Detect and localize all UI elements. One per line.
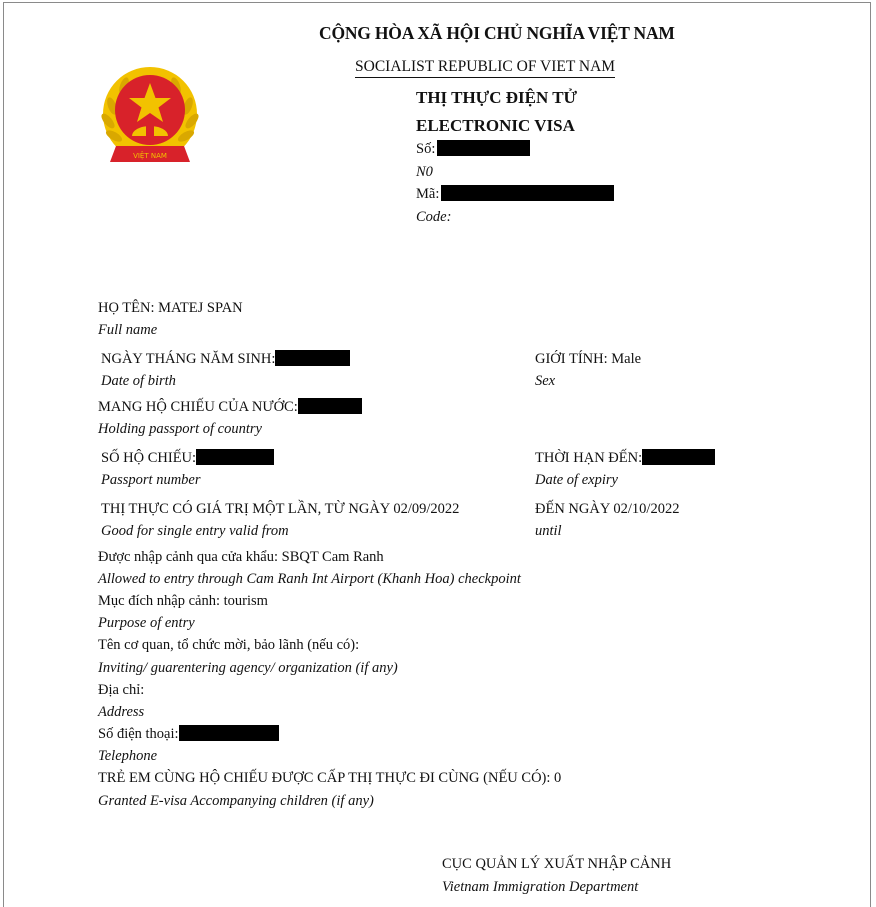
until-label-en: until: [535, 523, 562, 539]
dob-label-en: Date of birth: [101, 373, 176, 389]
passport-label: SỐ HỘ CHIẾU:: [101, 450, 197, 466]
agency-label: Tên cơ quan, tổ chức mời, bảo lãnh (nếu có):: [98, 637, 360, 653]
full-name-label-en: Full name: [98, 322, 158, 338]
country-title-vi: CỘNG HÒA XÃ HỘI CHỦ NGHĨA VIỆT NAM: [319, 23, 675, 43]
nationality-label: MANG HỘ CHIẾU CỦA NƯỚC:: [98, 399, 298, 415]
children-row: [98, 769, 561, 787]
purpose-value: tourism: [223, 593, 268, 609]
dob-label: NGÀY THÁNG NĂM SINH:: [101, 351, 276, 367]
purpose-label: Mục đích nhập cảnh:: [98, 593, 221, 609]
sex-label-en: Sex: [535, 373, 556, 389]
redacted-code: [441, 185, 614, 201]
sex-label: GIỚI TÍNH:: [535, 351, 608, 367]
dob-row: [101, 350, 350, 368]
children-label-en: Granted E-visa Accompanying children (if any): [98, 793, 374, 809]
expiry-label-en: Date of expiry: [535, 472, 618, 488]
redacted-nationality: [298, 398, 362, 414]
address-label: Địa chỉ:: [98, 682, 145, 698]
purpose-label-en: Purpose of entry: [98, 615, 195, 631]
code-label: [416, 185, 614, 203]
telephone-label-en: Telephone: [98, 748, 158, 764]
expiry-label: THỜI HẠN ĐẾN:: [535, 450, 643, 466]
address-label-en: Address: [98, 704, 145, 720]
code-label-vi: Mã:: [416, 186, 440, 202]
redacted-expiry: [642, 449, 715, 465]
department-vi: CỤC QUẢN LÝ XUẤT NHẬP CẢNH: [442, 856, 672, 872]
svg-text:VIỆT NAM: VIỆT NAM: [133, 152, 167, 160]
redacted-number: [437, 140, 530, 156]
department-en: Vietnam Immigration Department: [442, 879, 639, 895]
validity-from-value: 02/09/2022: [393, 501, 460, 517]
visa-title-en: ELECTRONIC VISA: [416, 116, 575, 135]
full-name-label: HỌ TÊN:: [98, 300, 155, 316]
redacted-dob: [275, 350, 350, 366]
entry-port-row: [98, 548, 384, 566]
until-label: ĐẾN NGÀY: [535, 501, 610, 517]
children-value: 0: [554, 770, 562, 786]
purpose-row: [98, 592, 268, 610]
telephone-label: Số điện thoại:: [98, 726, 179, 742]
children-label: TRẺ EM CÙNG HỘ CHIẾU ĐƯỢC CẤP THỊ THỰC ĐI CÙNG (NẾU CÓ):: [98, 770, 551, 786]
until-row: [535, 500, 679, 518]
expiry-row: [535, 449, 715, 467]
validity-label: THỊ THỰC CÓ GIÁ TRỊ MỘT LẦN, TỪ NGÀY: [101, 501, 390, 517]
full-name-value: MATEJ SPAN: [158, 300, 243, 316]
redacted-passport: [196, 449, 274, 465]
number-label-en: N0: [416, 164, 433, 180]
visa-title-vi: THỊ THỰC ĐIỆN TỬ: [416, 88, 578, 107]
number-label: [416, 140, 530, 158]
nationality-label-en: Holding passport of country: [98, 421, 262, 437]
sex-value: Male: [611, 351, 642, 367]
entry-port-value: SBQT Cam Ranh: [281, 549, 384, 565]
validity-row: [101, 500, 459, 518]
number-label-vi: Số:: [416, 141, 436, 157]
country-title-en: SOCIALIST REPUBLIC OF VIET NAM: [355, 58, 615, 78]
redacted-telephone: [179, 725, 279, 741]
code-label-en: Code:: [416, 209, 452, 225]
validity-label-en: Good for single entry valid from: [101, 523, 289, 539]
passport-label-en: Passport number: [101, 472, 201, 488]
entry-port-label: Được nhập cảnh qua cửa khẩu:: [98, 549, 278, 565]
until-value: 02/10/2022: [613, 501, 680, 517]
passport-row: [101, 449, 274, 467]
nationality-row: [98, 398, 362, 416]
entry-port-label-en: Allowed to entry through Cam Ranh Int Airport (Khanh Hoa) checkpoint: [98, 571, 521, 587]
full-name-row: [98, 299, 243, 317]
sex-row: [535, 350, 641, 368]
vietnam-national-emblem-icon: [98, 66, 202, 170]
telephone-row: [98, 725, 279, 743]
agency-label-en: Inviting/ guarentering agency/ organization (if any): [98, 660, 398, 676]
